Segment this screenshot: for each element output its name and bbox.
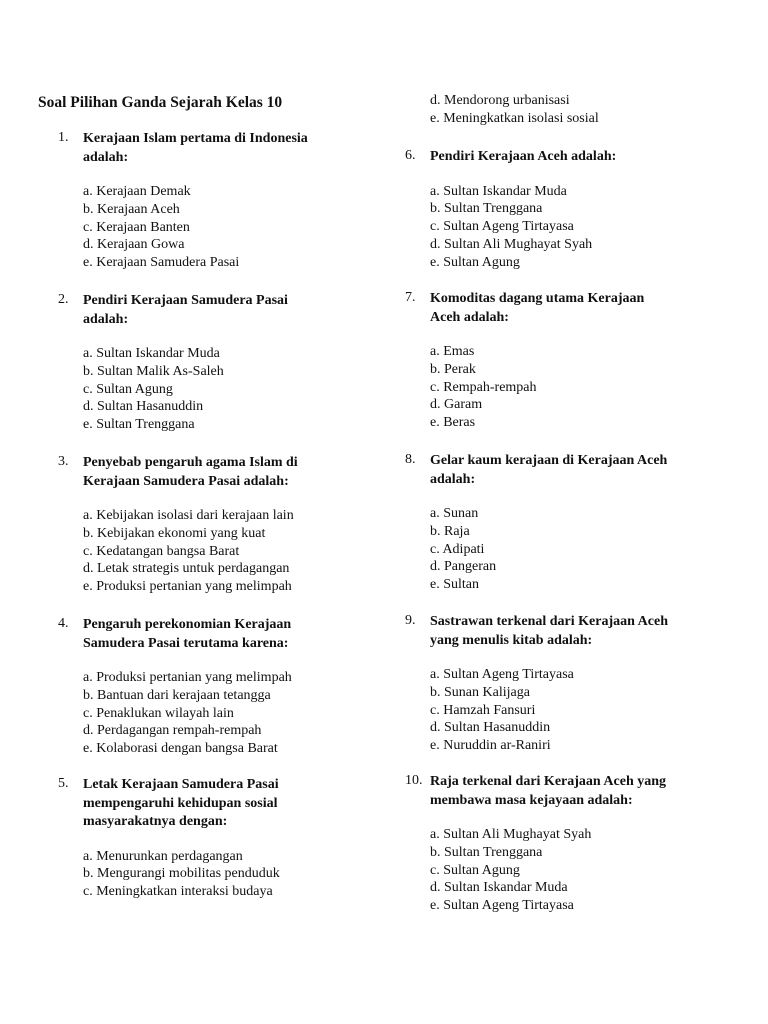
option-list [430,92,725,128]
answer-option: a. Kerajaan Demak [83,184,191,199]
option-list [430,666,725,755]
answer-option: d. Sultan Ali Mughayat Syah [430,236,593,252]
question-item [405,290,725,432]
question-item [58,776,358,901]
question-number: 2. [58,292,69,307]
question-text: Pendiri Kerajaan Samudera Pasai adalah: [83,293,288,327]
question-header [58,454,358,491]
answer-option: d. Pangeran [430,559,497,575]
question-header [58,292,358,329]
answer-option: d. Sultan Hasanuddin [430,720,551,736]
answer-option: a. Sultan Iskandar Muda [83,346,220,361]
answer-option: b. Sunan Kalijaga [430,684,530,700]
question-item [58,292,358,434]
answer-option: c. Kerajaan Banten [83,219,190,235]
question-number: 5. [58,776,69,791]
answer-option: d. Kerajaan Gowa [83,237,185,253]
answer-option: e. Beras [430,415,476,431]
answer-option: e. Sultan [430,577,479,593]
question-item [58,616,358,758]
answer-option: e. Sultan Agung [430,254,520,270]
option-list [83,669,358,758]
question-number: 3. [58,454,69,469]
answer-option: a. Produksi pertanian yang melimpah [83,670,292,685]
option-list [430,343,725,432]
question-number: 9. [405,613,416,628]
question-header [405,613,725,650]
answer-option: b. Sultan Trenggana [430,844,543,860]
answer-option: a. Sultan Iskandar Muda [430,183,567,199]
answer-option: d. Garam [430,397,483,413]
question-item [58,130,358,272]
answer-option: e. Sultan Ageng Tirtayasa [430,898,574,914]
answer-option: c. Penaklukan wilayah lain [83,705,234,721]
question-number: 10. [405,773,423,788]
answer-option: a. Kebijakan isolasi dari kerajaan lain [83,508,294,523]
option-list [430,183,725,272]
answer-option: b. Kerajaan Aceh [83,201,180,217]
answer-option: d. Mendorong urbanisasi [430,93,570,108]
answer-option: c. Meningkatkan interaksi budaya [83,884,273,900]
answer-option: b. Sultan Malik As-Saleh [83,363,224,379]
answer-option: a. Sultan Ali Mughayat Syah [430,827,592,842]
question-text: Pengaruh perekonomian Kerajaan Samudera Pasai terutama karena: [83,617,292,651]
question-header [405,290,725,327]
option-list [430,826,725,915]
question-item [58,454,358,596]
question-text: Raja terkenal dari Kerajaan Aceh yang membawa masa kejayaan adalah: [430,774,667,808]
answer-option: e. Nuruddin ar-Raniri [430,738,551,754]
answer-option: e. Sultan Trenggana [83,417,195,433]
question-text: Letak Kerajaan Samudera Pasai mempengaruhi kehidupan sosial masyarakatnya dengan: [83,777,279,829]
answer-option: c. Sultan Ageng Tirtayasa [430,219,574,235]
question-text: Penyebab pengaruh agama Islam di Kerajaan Samudera Pasai adalah: [83,455,298,489]
option-list [430,505,725,594]
answer-option: a. Menurunkan perdagangan [83,848,243,864]
question-header [405,148,725,167]
answer-option: a. Emas [430,344,475,359]
question-text: Pendiri Kerajaan Aceh adalah: [430,149,617,164]
answer-option: d. Sultan Iskandar Muda [430,880,568,896]
question-number: 4. [58,616,69,631]
answer-option: a. Sultan Ageng Tirtayasa [430,667,574,682]
question-header [58,130,358,167]
answer-option: b. Mengurangi mobilitas penduduk [83,866,280,882]
question-number: 1. [58,130,69,145]
answer-option: e. Kerajaan Samudera Pasai [83,255,240,271]
answer-option: b. Kebijakan ekonomi yang kuat [83,525,266,541]
answer-option: d. Letak strategis untuk perdagangan [83,561,290,577]
question-header [58,616,358,653]
option-list [83,183,358,272]
answer-option: e. Meningkatkan isolasi sosial [430,110,599,126]
answer-option: b. Bantuan dari kerajaan tetangga [83,687,271,703]
option-list [83,345,358,434]
answer-option: a. Sunan [430,506,479,521]
answer-option: b. Raja [430,523,470,539]
question-text: Komoditas dagang utama Kerajaan Aceh adalah: [430,291,645,325]
answer-option: b. Sultan Trenggana [430,201,543,217]
question-header [405,773,725,810]
answer-option: b. Perak [430,361,476,377]
question-header [58,776,358,832]
answer-option: d. Perdagangan rempah-rempah [83,723,262,739]
answer-option: c. Sultan Agung [430,862,520,878]
answer-option: e. Kolaborasi dengan bangsa Barat [83,741,278,757]
answer-option: c. Adipati [430,541,485,557]
question-number: 8. [405,452,416,467]
question-text: Gelar kaum kerajaan di Kerajaan Aceh adalah: [430,453,668,487]
answer-option: e. Produksi pertanian yang melimpah [83,579,292,595]
question-item [405,148,725,271]
answer-option: c. Hamzah Fansuri [430,702,536,718]
question-text: Sastrawan terkenal dari Kerajaan Aceh yang menulis kitab adalah: [430,614,668,648]
answer-option: c. Kedatangan bangsa Barat [83,543,240,559]
question-text: Kerajaan Islam pertama di Indonesia adalah: [83,131,308,165]
answer-option: c. Sultan Agung [83,381,173,397]
question-item [405,773,725,915]
question-item [405,452,725,594]
option-list [83,848,358,901]
continued-options [405,92,725,128]
question-number: 6. [405,148,416,163]
question-header [405,452,725,489]
answer-option: c. Rempah-rempah [430,379,537,395]
question-number: 7. [405,290,416,305]
document-title: Soal Pilihan Ganda Sejarah Kelas 10 [38,94,283,111]
question-item [405,613,725,755]
answer-option: d. Sultan Hasanuddin [83,399,204,415]
option-list [83,507,358,596]
